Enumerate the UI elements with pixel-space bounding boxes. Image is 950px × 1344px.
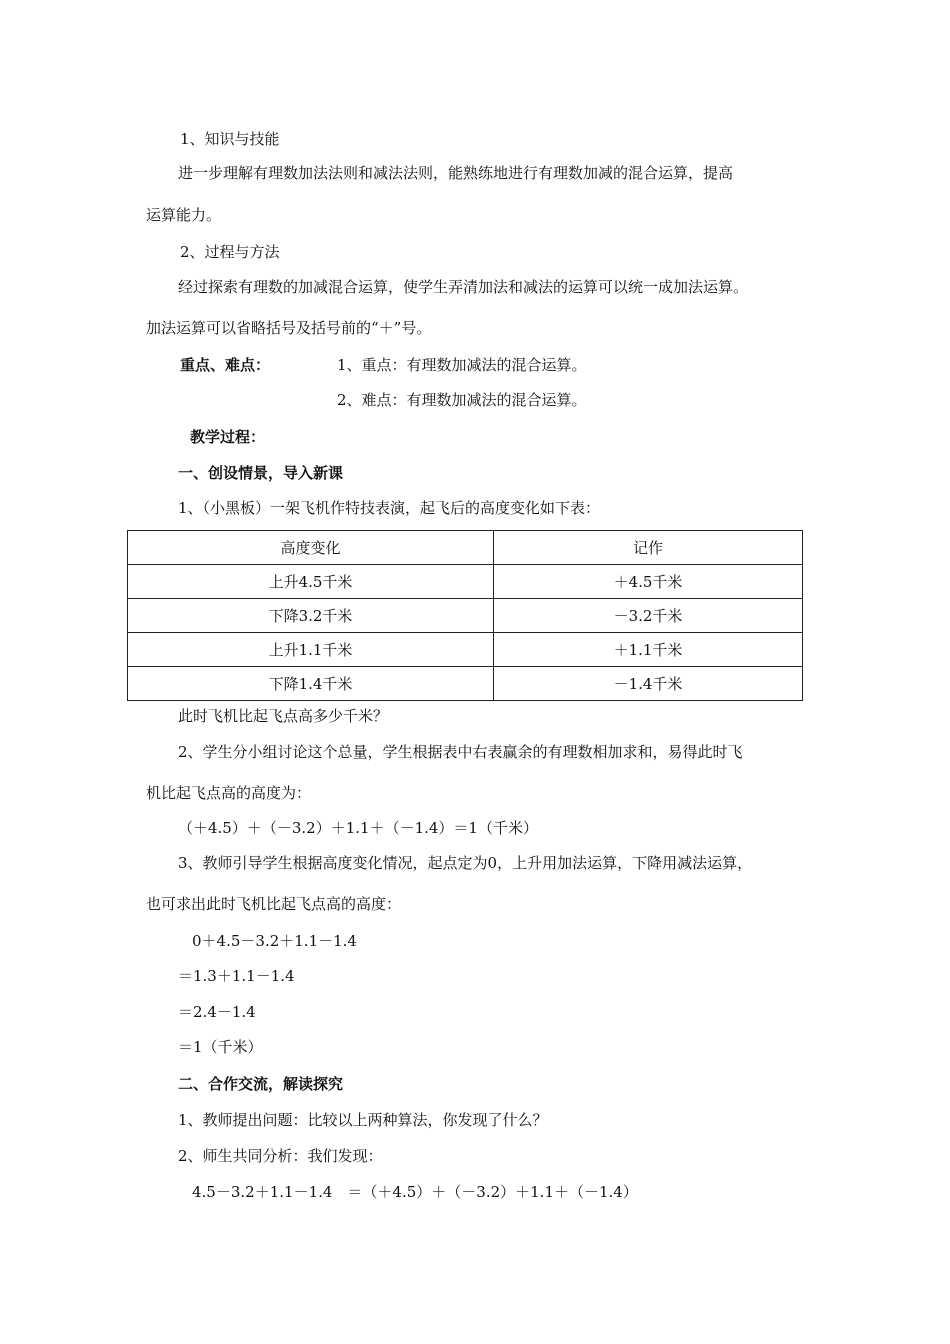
key-point-2: 2、难点：有理数加减法的混合运算。 (337, 391, 587, 409)
key-points-label: 重点、难点： (180, 356, 271, 374)
section-heading-2: 二、合作交流，解读探究 (178, 1075, 344, 1093)
table-row (128, 633, 803, 667)
teaching-process-heading: 教学过程： (190, 428, 266, 446)
altitude-change-table (127, 530, 803, 701)
paragraph-text: 1、（小黑板）一架飞机作特技表演，起飞后的高度变化如下表： (178, 499, 601, 517)
calculation-step: 0＋4.5－3.2＋1.1－1.4 (192, 932, 357, 950)
key-point-1: 1、重点：有理数加减法的混合运算。 (337, 356, 587, 374)
section-heading-1: 一、创设情景，导入新课 (178, 464, 344, 482)
paragraph-text: 运算能力。 (146, 206, 222, 224)
table-header-cell: 高度变化 (128, 531, 494, 565)
table-cell: 下降3.2千米 (128, 599, 494, 633)
paragraph-text: 进一步理解有理数加法法则和减法法则，能熟练地进行有理数加减的混合运算，提高 (178, 164, 734, 182)
calculation-step: ＝1.3＋1.1－1.4 (178, 967, 295, 985)
paragraph-text: 2、学生分小组讨论这个总量，学生根据表中右表赢余的有理数相加求和，易得此时飞 (178, 743, 743, 761)
table-row (128, 667, 803, 701)
table-cell: 上升4.5千米 (128, 565, 494, 599)
paragraph-text: 2、师生共同分析：我们发现： (178, 1147, 383, 1165)
table-row (128, 599, 803, 633)
paragraph-text: 机比起飞点高的高度为： (146, 784, 312, 802)
calculation-step: ＝1（千米） (178, 1038, 263, 1056)
table-row (128, 565, 803, 599)
calculation-step: ＝2.4－1.4 (178, 1003, 256, 1021)
paragraph-text: 1、教师提出问题：比较以上两种算法，你发现了什么？ (178, 1111, 548, 1129)
paragraph-text: 3、教师引导学生根据高度变化情况，起点定为0，上升用加法运算，下降用减法运算， (178, 854, 753, 872)
table-cell: 上升1.1千米 (128, 633, 494, 667)
table-header-cell: 记作 (494, 531, 803, 565)
paragraph-text: 加法运算可以省略括号及括号前的“＋”号。 (146, 319, 432, 337)
equation: 4.5－3.2＋1.1－1.4 ＝（＋4.5）＋（－3.2）＋1.1＋（－1.4） (192, 1183, 638, 1201)
table-cell: －3.2千米 (494, 599, 803, 633)
heading-process-method: 2、过程与方法 (180, 243, 280, 261)
equation: （＋4.5）＋（－3.2）＋1.1＋（－1.4）＝1（千米） (178, 819, 538, 837)
paragraph-text: 经过探索有理数的加减混合运算，使学生弄清加法和减法的运算可以统一成加法运算。 (178, 278, 749, 296)
table-cell: －1.4千米 (494, 667, 803, 701)
table-header-row (128, 531, 803, 565)
table-cell: 下降1.4千米 (128, 667, 494, 701)
heading-knowledge-skills: 1、知识与技能 (180, 130, 280, 148)
table-cell: ＋1.1千米 (494, 633, 803, 667)
paragraph-text: 也可求出此时飞机比起飞点高的高度： (146, 895, 402, 913)
table-cell: ＋4.5千米 (494, 565, 803, 599)
question-text: 此时飞机比起飞点高多少千米？ (178, 707, 389, 725)
